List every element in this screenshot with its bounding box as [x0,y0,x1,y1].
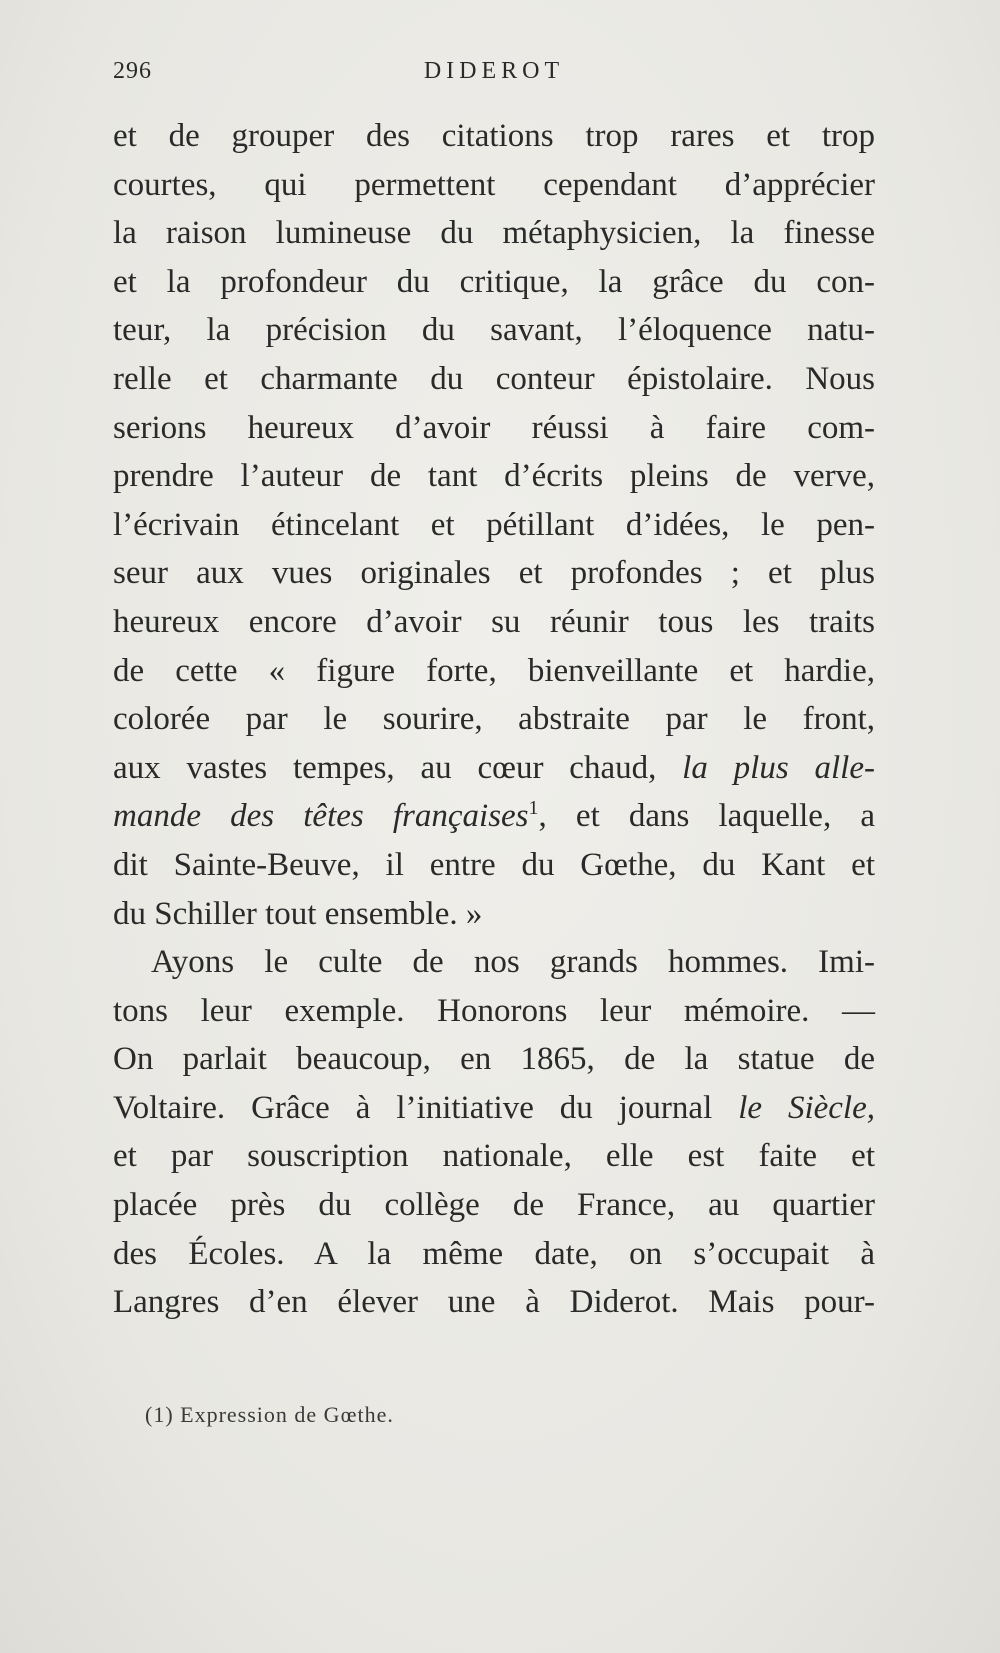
text-line: Ayons le culte de nos grands hommes. Imi- [151,944,875,981]
italic-text: mande des têtes françaises [113,798,529,835]
text-line: de cette « figure forte, bienveillante et hardie, [113,652,875,689]
text-line: serions heureux d’avoir réussi à faire com- [113,409,875,446]
text-line: colorée par le sourire, abstraite par le front, [113,701,875,738]
page-number: 296 [113,58,152,84]
text-line: prendre l’auteur de tant d’écrits pleins de verve, [113,458,875,495]
text-line: On parlait beaucoup, en 1865, de la statue de [113,1041,875,1078]
text-segment: , et dans laquelle, a [538,798,875,835]
text-line: la raison lumineuse du métaphysicien, la finesse [113,215,875,252]
text-line: et de grouper des citations trop rares et trop [113,118,875,154]
text-line: seur aux vues originales et profondes ; et plus [113,555,875,592]
text-line: l’écrivain étincelant et pétillant d’idées, le pen- [113,506,875,543]
text-line: dit Sainte-Beuve, il entre du Gœthe, du Kant et [113,846,875,883]
body-text [113,112,875,1327]
text-line: relle et charmante du conteur épistolaire. Nous [113,360,875,397]
italic-text: la plus alle- [682,749,875,786]
text-segment: Voltaire. Grâce à l’initiative du journal [113,1089,739,1126]
page-header [113,58,875,92]
text-line: heureux encore d’avoir su réunir tous les traits [113,603,875,640]
text-line [113,1084,875,1133]
text-line: tons leur exemple. Honorons leur mémoire. — [113,992,875,1029]
text-line: teur, la précision du savant, l’éloquence natu- [113,312,875,349]
footnote-ref: 1 [528,797,539,820]
text-line: courtes, qui permettent cependant d’apprécier [113,166,875,203]
text-line: du Schiller tout ensemble. » [113,895,483,932]
text-line: et la profondeur du critique, la grâce du con- [113,263,875,300]
text-line [113,792,875,841]
text-line: des Écoles. A la même date, on s’occupait à [113,1235,875,1272]
text-segment: aux vastes tempes, au cœur chaud, [113,749,683,786]
footnote: (1) Expression de Gœthe. [145,1402,394,1427]
text-line: placée près du collège de France, au quartier [113,1187,875,1224]
running-title: DIDEROT [423,58,565,84]
italic-text: le Siècle, [738,1089,876,1126]
text-line [113,744,875,793]
text-line: et par souscription nationale, elle est faite et [113,1138,875,1175]
text-line: Langres d’en élever une à Diderot. Mais pour- [113,1284,875,1321]
